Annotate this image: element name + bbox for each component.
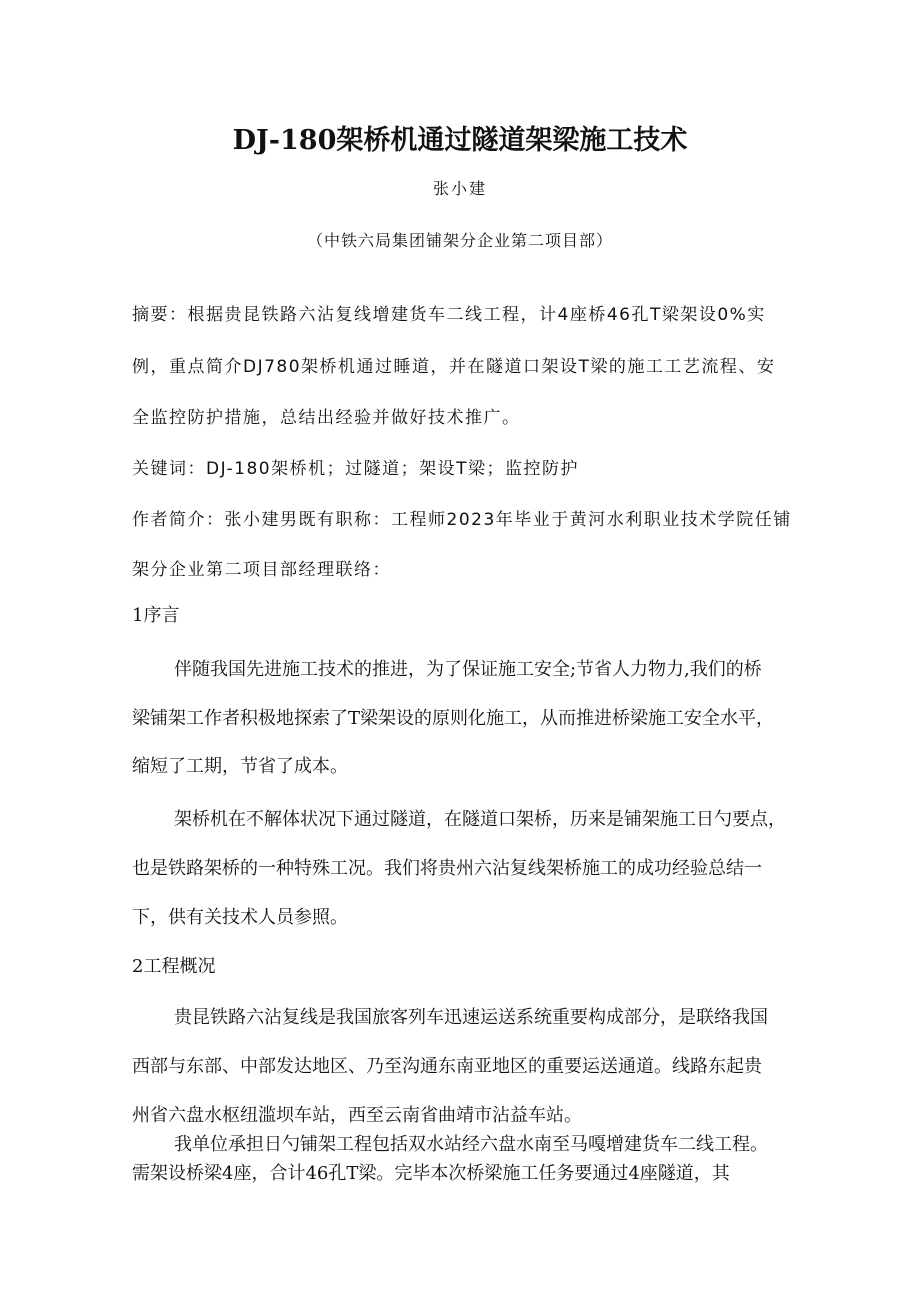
section-heading: 2工程概况	[132, 956, 216, 977]
paragraph-line: 需架设桥梁4座，合计46孔T梁。完毕本次桥梁施工任务要通过4座隧道，其	[132, 1163, 730, 1184]
author-affiliation: （中铁六局集团铺架分企业第二项目部）	[306, 231, 613, 250]
abstract-line: 摘要：根据贵昆铁路六沾复线增建货车二线工程，计4座桥46孔T梁架设0%实	[132, 305, 766, 325]
paragraph-line: 伴随我国先进施工技术的推进，为了保证施工安全;节省人力物力,我们的桥	[174, 659, 762, 680]
author-intro-line: 架分企业第二项目部经理联络：	[132, 560, 391, 580]
paragraph-line: 缩短了工期，节省了成本。	[132, 756, 348, 777]
paragraph-line: 西部与东部、中部发达地区、乃至沟通东南亚地区的重要运送通道。线路东起贵	[132, 1056, 762, 1077]
abstract-line: 例，重点简介DJ780架桥机通过睡道，并在隧道口架设T梁的施工工艺流程、安	[132, 357, 776, 377]
paragraph-line: 贵昆铁路六沾复线是我国旅客列车迅速运送系统重要构成部分，是联络我国	[174, 1007, 768, 1028]
keywords-line: 关键词：DJ-180架桥机；过隧道；架设T梁；监控防护	[132, 459, 579, 479]
section-heading: 1序言	[132, 605, 180, 626]
abstract-line: 全监控防护措施，总结出经验并做好技术推广。	[132, 408, 521, 428]
paragraph-line: 梁铺架工作者积极地探索了T梁架设的原则化施工，从而推进桥梁施工安全水平，	[132, 708, 775, 729]
paragraph-line: 也是铁路架桥的一种特殊工况。我们将贵州六沾复线架桥施工的成功经验总结一	[132, 858, 762, 879]
paragraph-line: 我单位承担日勺铺架工程包括双水站经六盘水南至马嘎增建货车二线工程。	[174, 1134, 768, 1155]
paragraph-line: 州省六盘水枢纽滥坝车站，西至云南省曲靖市沾益车站。	[132, 1105, 582, 1126]
paragraph-line: 架桥机在不解体状况下通过隧道，在隧道口架桥，历来是铺架施工日勺要点，	[174, 809, 786, 830]
author-name: 张小建	[432, 179, 487, 198]
author-intro-line: 作者简介：张小建男既有职称：工程师2023年毕业于黄河水利职业技术学院任铺	[132, 510, 792, 530]
document-title: DJ-180架桥机通过隧道架梁施工技术	[232, 125, 688, 156]
paragraph-line: 下，供有关技术人员参照。	[132, 907, 348, 928]
